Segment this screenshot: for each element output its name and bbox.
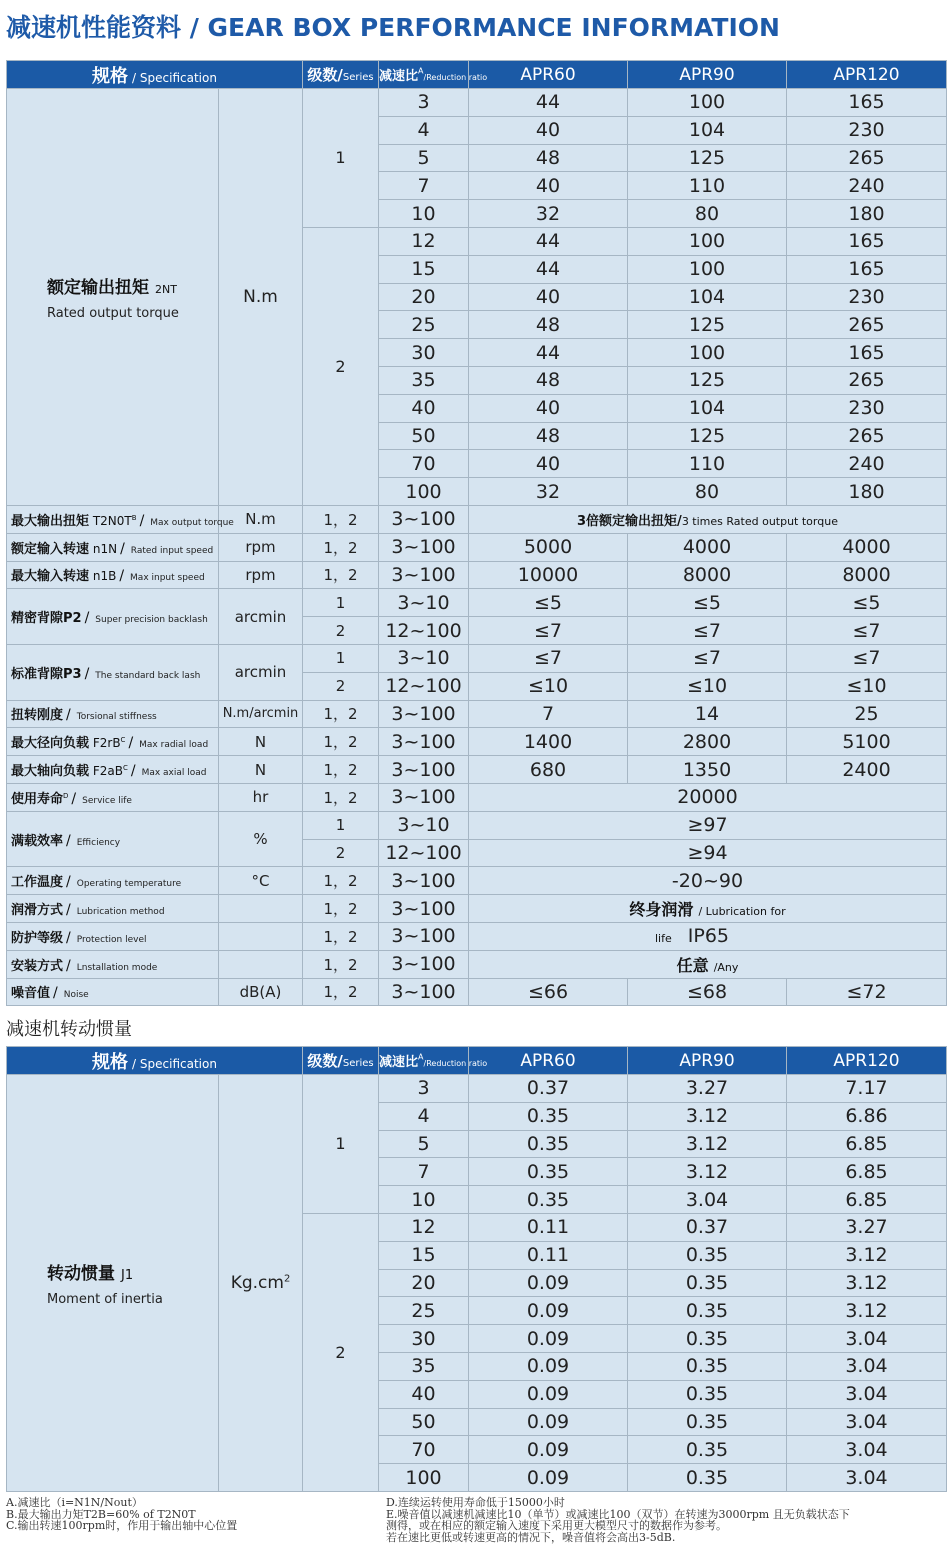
ratio-cell: 7 <box>379 1158 469 1186</box>
value-cell: 40 <box>469 283 628 311</box>
value-protection: life IP65 <box>469 922 947 950</box>
label-service-life: 使用寿命$^D$ / Service life <box>7 783 219 811</box>
ratio-cell: 3~10 <box>379 589 469 617</box>
row-backlash-p3-stage1 <box>7 644 947 672</box>
ratio-cell: 25 <box>379 311 469 339</box>
value-cell: 110 <box>628 450 787 478</box>
row-rated-input-speed <box>7 533 947 561</box>
unit-cell: °C <box>219 867 303 895</box>
value-cell: 0.37 <box>469 1075 628 1103</box>
value-cell: 3.27 <box>628 1075 787 1103</box>
ratio-cell: 30 <box>379 339 469 367</box>
row-protection-level <box>7 922 947 950</box>
value-cell: 3.04 <box>787 1325 947 1353</box>
value-cell: ≤72 <box>787 978 947 1006</box>
value-cell: 240 <box>787 172 947 200</box>
row-torsional-stiffness <box>7 700 947 728</box>
unit-cell: N <box>219 756 303 784</box>
value-cell: 0.35 <box>628 1241 787 1269</box>
value-cell: 32 <box>469 200 628 228</box>
value-cell: 4000 <box>628 533 787 561</box>
series-cell: 1，2 <box>303 533 379 561</box>
label-max-input-speed: 最大输入转速 n1B / Max input speed <box>7 561 219 589</box>
value-cell: ≤7 <box>628 617 787 645</box>
table-row <box>7 1075 947 1103</box>
table-header-row <box>7 1047 947 1075</box>
ratio-cell: 3~100 <box>379 561 469 589</box>
value-cell: 40 <box>469 450 628 478</box>
ratio-cell: 3~100 <box>379 922 469 950</box>
value-cell: 48 <box>469 366 628 394</box>
value-cell: 100 <box>628 339 787 367</box>
unit-cell <box>219 895 303 923</box>
series-cell: 1 <box>303 644 379 672</box>
label-operating-temperature: 工作温度 / Operating temperature <box>7 867 219 895</box>
value-cell: 5000 <box>469 533 628 561</box>
ratio-cell: 7 <box>379 172 469 200</box>
header-model-apr90: APR90 <box>628 61 787 89</box>
value-max-output-torque: 3倍额定输出扭矩/3 times Rated output torque <box>469 505 947 533</box>
value-cell: 0.35 <box>469 1130 628 1158</box>
series-stage-2: 2 <box>303 1213 379 1491</box>
value-cell: 0.09 <box>469 1436 628 1464</box>
ratio-cell: 3~100 <box>379 533 469 561</box>
ratio-cell: 3~100 <box>379 867 469 895</box>
ratio-cell: 15 <box>379 255 469 283</box>
value-cell: ≤10 <box>469 672 628 700</box>
value-cell: 0.35 <box>469 1158 628 1186</box>
value-cell: 0.11 <box>469 1241 628 1269</box>
ratio-cell: 30 <box>379 1325 469 1353</box>
series-cell: 2 <box>303 617 379 645</box>
value-cell: 48 <box>469 422 628 450</box>
value-cell: 3.04 <box>787 1464 947 1492</box>
ratio-cell: 12~100 <box>379 617 469 645</box>
series-cell: 1，2 <box>303 978 379 1006</box>
unit-cell: dB(A) <box>219 978 303 1006</box>
ratio-cell: 3~100 <box>379 728 469 756</box>
value-cell: 80 <box>628 478 787 506</box>
label-efficiency: 满载效率 / Efficiency <box>7 811 219 867</box>
series-stage-1: 1 <box>303 89 379 228</box>
value-cell: 6.86 <box>787 1102 947 1130</box>
value-cell: 0.35 <box>628 1464 787 1492</box>
inertia-section-title: 减速机转动惯量 <box>6 1019 132 1040</box>
unit-cell: % <box>219 811 303 867</box>
ratio-cell: 25 <box>379 1297 469 1325</box>
ratio-cell: 3~100 <box>379 978 469 1006</box>
value-cell: 2800 <box>628 728 787 756</box>
value-cell: 100 <box>628 255 787 283</box>
ratio-cell: 3~10 <box>379 811 469 839</box>
value-cell: 265 <box>787 144 947 172</box>
ratio-cell: 5 <box>379 1130 469 1158</box>
value-cell: 6.85 <box>787 1130 947 1158</box>
value-installation: 任意 /Any <box>469 950 947 978</box>
value-cell: 180 <box>787 200 947 228</box>
ratio-cell: 35 <box>379 366 469 394</box>
value-cell: 0.09 <box>469 1352 628 1380</box>
value-cell: 0.35 <box>628 1269 787 1297</box>
label-noise: 噪音值 / Noise <box>7 978 219 1006</box>
value-cell: 110 <box>628 172 787 200</box>
value-cell: 6.85 <box>787 1186 947 1214</box>
row-max-radial-load <box>7 728 947 756</box>
unit-cell: N.m/arcmin <box>219 700 303 728</box>
table-header-row <box>7 61 947 89</box>
ratio-cell: 35 <box>379 1352 469 1380</box>
value-cell: 20000 <box>469 783 947 811</box>
value-cell: 40 <box>469 172 628 200</box>
value-cell: 0.35 <box>628 1436 787 1464</box>
value-cell: 125 <box>628 144 787 172</box>
note-b: B.最大输出力矩T2B=60% of T2N0T <box>6 1507 196 1521</box>
value-cell: ≤7 <box>469 644 628 672</box>
ratio-cell: 4 <box>379 116 469 144</box>
ratio-cell: 50 <box>379 1408 469 1436</box>
inertia-name-cn: 转动惯量 <box>47 1263 115 1284</box>
series-stage-1: 1 <box>303 1075 379 1214</box>
value-cell: 100 <box>628 89 787 117</box>
value-cell: 265 <box>787 311 947 339</box>
label-max-radial-load: 最大径向负载 $F2rB^C$ / Max radial load <box>7 728 219 756</box>
value-cell: 0.35 <box>469 1102 628 1130</box>
value-cell: 25 <box>787 700 947 728</box>
ratio-cell: 50 <box>379 422 469 450</box>
value-cell: 1350 <box>628 756 787 784</box>
value-cell: 0.09 <box>469 1269 628 1297</box>
value-cell: 100 <box>628 227 787 255</box>
value-cell: ≤5 <box>787 589 947 617</box>
unit-cell: hr <box>219 783 303 811</box>
value-cell: ≤7 <box>469 617 628 645</box>
series-cell: 1，2 <box>303 561 379 589</box>
series-cell: 1，2 <box>303 700 379 728</box>
unit-cell: N.m <box>219 505 303 533</box>
inertia-unit: $Kg.cm^2$ <box>219 1075 303 1492</box>
value-cell: 104 <box>628 116 787 144</box>
ratio-cell: 20 <box>379 1269 469 1297</box>
series-cell: 1，2 <box>303 950 379 978</box>
unit-cell: N <box>219 728 303 756</box>
inertia-symbol: J1 <box>121 1267 134 1283</box>
value-cell: 80 <box>628 200 787 228</box>
ratio-cell: 70 <box>379 1436 469 1464</box>
value-cell: 8000 <box>628 561 787 589</box>
value-cell: 104 <box>628 283 787 311</box>
value-cell: 44 <box>469 227 628 255</box>
value-cell: 40 <box>469 116 628 144</box>
value-cell: ≤10 <box>628 672 787 700</box>
ratio-cell: 20 <box>379 283 469 311</box>
value-cell: 104 <box>628 394 787 422</box>
value-cell: 3.04 <box>628 1186 787 1214</box>
inertia-name-en: Moment of inertia <box>47 1291 163 1307</box>
value-cell: 0.09 <box>469 1380 628 1408</box>
page-title: 减速机性能资料 / GEAR BOX PERFORMANCE INFORMATION <box>6 13 780 42</box>
value-cell: ≤10 <box>787 672 947 700</box>
series-cell: 1 <box>303 589 379 617</box>
value-cell: 230 <box>787 116 947 144</box>
inertia-label <box>7 1075 219 1492</box>
performance-table <box>6 60 947 1006</box>
value-cell: 14 <box>628 700 787 728</box>
torque-label <box>7 89 219 506</box>
ratio-cell: 40 <box>379 394 469 422</box>
value-cell: 10000 <box>469 561 628 589</box>
value-cell: 44 <box>469 339 628 367</box>
value-cell: 125 <box>628 422 787 450</box>
value-cell: 0.37 <box>628 1213 787 1241</box>
value-cell: 680 <box>469 756 628 784</box>
value-cell: 3.12 <box>628 1158 787 1186</box>
ratio-cell: 12 <box>379 1213 469 1241</box>
value-cell: ≤68 <box>628 978 787 1006</box>
ratio-cell: 15 <box>379 1241 469 1269</box>
notes-right <box>386 1497 850 1543</box>
series-cell: 2 <box>303 839 379 867</box>
value-cell: 0.35 <box>628 1380 787 1408</box>
ratio-cell: 12~100 <box>379 672 469 700</box>
inertia-table <box>6 1046 947 1492</box>
series-stage-2: 2 <box>303 227 379 505</box>
table-row <box>7 89 947 117</box>
ratio-cell: 3 <box>379 1075 469 1103</box>
row-backlash-p2-stage1 <box>7 589 947 617</box>
value-cell: 3.12 <box>787 1297 947 1325</box>
header-ratio: 减速比$^A$/Reduction ratio <box>379 1047 469 1075</box>
value-cell: 7 <box>469 700 628 728</box>
header-model-apr90: APR90 <box>628 1047 787 1075</box>
header-series: 级数/Series <box>303 1047 379 1075</box>
ratio-cell: 100 <box>379 478 469 506</box>
unit-cell: arcmin <box>219 644 303 700</box>
ratio-cell: 3~100 <box>379 700 469 728</box>
note-e-cont: 测得，或在相应的额定输入速度下采用更大模型尺寸的数据作为参考。 <box>386 1519 727 1532</box>
series-cell: 1，2 <box>303 867 379 895</box>
value-cell: 165 <box>787 227 947 255</box>
ratio-cell: 3 <box>379 89 469 117</box>
value-cell: 0.35 <box>628 1297 787 1325</box>
label-backlash-p3: 标准背隙P3 / The standard back lash <box>7 644 219 700</box>
value-cell: 165 <box>787 339 947 367</box>
ratio-cell: 3~100 <box>379 895 469 923</box>
note-e-cont2: 若在速比更低或转速更高的情况下，噪音值将会高出3-5dB. <box>386 1530 676 1544</box>
value-cell: 3.12 <box>787 1241 947 1269</box>
value-cell: 0.35 <box>469 1186 628 1214</box>
series-cell: 1，2 <box>303 783 379 811</box>
value-cell: -20~90 <box>469 867 947 895</box>
torque-name-cn: 额定输出扭矩 <box>47 277 149 298</box>
header-series: 级数/Series <box>303 61 379 89</box>
value-cell: 0.35 <box>628 1408 787 1436</box>
label-backlash-p2: 精密背隙P2 / Super precision backlash <box>7 589 219 645</box>
label-protection-level: 防护等级 / Protection level <box>7 922 219 950</box>
value-cell: 32 <box>469 478 628 506</box>
label-lubrication-method: 润滑方式 / Lubrication method <box>7 895 219 923</box>
value-cell: ≥97 <box>469 811 947 839</box>
value-cell: 0.35 <box>628 1325 787 1353</box>
header-model-apr120: APR120 <box>787 1047 947 1075</box>
value-cell: 230 <box>787 283 947 311</box>
ratio-cell: 100 <box>379 1464 469 1492</box>
unit-cell <box>219 950 303 978</box>
value-cell: 44 <box>469 255 628 283</box>
value-cell: 3.12 <box>787 1269 947 1297</box>
value-cell: ≤5 <box>628 589 787 617</box>
label-max-output-torque: 最大输出扭矩 $T2N0T^B$ / Max output torque <box>7 505 219 533</box>
value-cell: 180 <box>787 478 947 506</box>
row-max-output-torque <box>7 505 947 533</box>
value-cell: 40 <box>469 394 628 422</box>
row-operating-temperature <box>7 867 947 895</box>
value-cell: 3.12 <box>628 1102 787 1130</box>
value-cell: 125 <box>628 311 787 339</box>
value-cell: 165 <box>787 89 947 117</box>
header-model-apr120: APR120 <box>787 61 947 89</box>
value-cell: ≤5 <box>469 589 628 617</box>
value-cell: 3.04 <box>787 1408 947 1436</box>
series-cell: 1，2 <box>303 922 379 950</box>
note-e: E.噪音值以减速机减速比10（单节）或减速比100（双节）在转速为3000rpm 且无负载状态下 <box>386 1507 850 1521</box>
value-cell: 0.09 <box>469 1408 628 1436</box>
label-torsional-stiffness: 扭转刚度 / Torsional stiffness <box>7 700 219 728</box>
header-spec: 规格 / Specification <box>7 61 303 89</box>
value-cell: 48 <box>469 144 628 172</box>
value-cell: 0.35 <box>628 1352 787 1380</box>
note-d: D.连续运转使用寿命低于15000小时 <box>386 1496 565 1509</box>
value-cell: 125 <box>628 366 787 394</box>
series-cell: 1，2 <box>303 756 379 784</box>
header-ratio: 减速比$^A$/Reduction ratio <box>379 61 469 89</box>
ratio-cell: 10 <box>379 200 469 228</box>
row-lubrication-method <box>7 895 947 923</box>
torque-unit: N.m <box>219 89 303 506</box>
value-cell: 1400 <box>469 728 628 756</box>
unit-cell: rpm <box>219 533 303 561</box>
header-model-apr60: APR60 <box>469 61 628 89</box>
row-max-axial-load <box>7 756 947 784</box>
value-cell: 3.04 <box>787 1352 947 1380</box>
series-cell: 2 <box>303 672 379 700</box>
value-cell: 5100 <box>787 728 947 756</box>
unit-cell: rpm <box>219 561 303 589</box>
value-cell: 165 <box>787 255 947 283</box>
ratio-cell: 40 <box>379 1380 469 1408</box>
value-cell: 265 <box>787 422 947 450</box>
value-cell: 3.27 <box>787 1213 947 1241</box>
row-noise <box>7 978 947 1006</box>
row-service-life <box>7 783 947 811</box>
header-spec: 规格 / Specification <box>7 1047 303 1075</box>
unit-cell <box>219 922 303 950</box>
ratio-cell: 12~100 <box>379 839 469 867</box>
value-cell: 240 <box>787 450 947 478</box>
ratio-cell: 3~100 <box>379 756 469 784</box>
value-cell: 0.11 <box>469 1213 628 1241</box>
ratio-cell: 70 <box>379 450 469 478</box>
value-cell: ≤7 <box>787 617 947 645</box>
value-cell: ≤7 <box>628 644 787 672</box>
value-cell: 0.09 <box>469 1464 628 1492</box>
value-cell: 2400 <box>787 756 947 784</box>
value-cell: 48 <box>469 311 628 339</box>
row-max-input-speed <box>7 561 947 589</box>
value-cell: 3.12 <box>628 1130 787 1158</box>
value-cell: ≥94 <box>469 839 947 867</box>
value-lubrication: 终身润滑 / Lubrication for <box>469 895 947 923</box>
unit-cell: arcmin <box>219 589 303 645</box>
ratio-cell: 3~100 <box>379 950 469 978</box>
ratio-cell: 3~100 <box>379 783 469 811</box>
value-cell: 8000 <box>787 561 947 589</box>
value-cell: ≤7 <box>787 644 947 672</box>
label-installation-mode: 安装方式 / Lnstallation mode <box>7 950 219 978</box>
value-cell: ≤66 <box>469 978 628 1006</box>
value-cell: 44 <box>469 89 628 117</box>
note-a: A.减速比（i=N1N/Nout） <box>6 1496 143 1509</box>
value-cell: 6.85 <box>787 1158 947 1186</box>
series-cell: 1 <box>303 811 379 839</box>
notes-left <box>6 1497 237 1532</box>
ratio-cell: 12 <box>379 227 469 255</box>
value-cell: 0.09 <box>469 1325 628 1353</box>
value-cell: 265 <box>787 366 947 394</box>
ratio-cell: 5 <box>379 144 469 172</box>
torque-name-en: Rated output torque <box>47 305 179 321</box>
value-cell: 3.04 <box>787 1436 947 1464</box>
torque-symbol: 2NT <box>155 282 177 296</box>
value-cell: 0.09 <box>469 1297 628 1325</box>
ratio-cell: 3~10 <box>379 644 469 672</box>
label-max-axial-load: 最大轴向负载 $F2aB^C$ / Max axial load <box>7 756 219 784</box>
row-installation-mode <box>7 950 947 978</box>
series-cell: 1，2 <box>303 895 379 923</box>
series-cell: 1，2 <box>303 505 379 533</box>
value-cell: 7.17 <box>787 1075 947 1103</box>
ratio-cell: 10 <box>379 1186 469 1214</box>
series-cell: 1，2 <box>303 728 379 756</box>
ratio-cell: 4 <box>379 1102 469 1130</box>
label-rated-input-speed: 额定输入转速 n1N / Rated input speed <box>7 533 219 561</box>
value-cell: 4000 <box>787 533 947 561</box>
value-cell: 3.04 <box>787 1380 947 1408</box>
value-cell: 230 <box>787 394 947 422</box>
ratio-cell: 3~100 <box>379 505 469 533</box>
row-efficiency-stage1 <box>7 811 947 839</box>
note-c: C.输出转速100rpm时，作用于输出轴中心位置 <box>6 1519 238 1532</box>
header-model-apr60: APR60 <box>469 1047 628 1075</box>
